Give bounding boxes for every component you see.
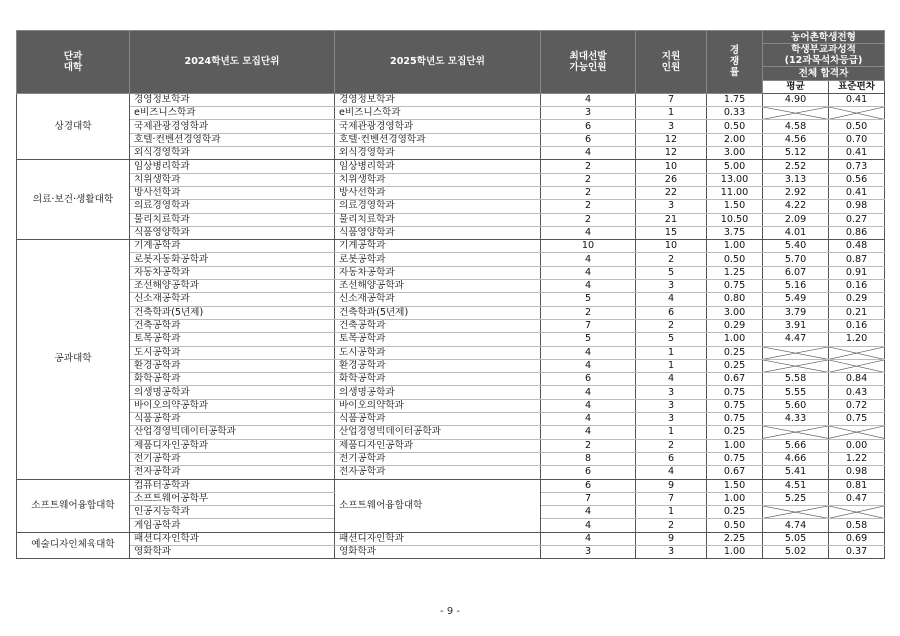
unit-2025-cell: 신소재공학과: [335, 293, 541, 306]
avg-cell: 4.01: [763, 226, 829, 239]
no-data-cross-cell: [763, 346, 829, 359]
college-cell: 상경대학: [17, 93, 130, 159]
unit-2024-cell: 임상병리학과: [130, 160, 335, 173]
no-data-cross-cell: [829, 359, 885, 372]
unit-2025-cell: 치위생학과: [335, 173, 541, 186]
applicants-cell: 22: [636, 186, 707, 199]
avg-cell: 5.41: [763, 466, 829, 479]
no-data-cross-cell: [763, 506, 829, 519]
applicants-cell: 3: [636, 545, 707, 558]
max-select-cell: 2: [541, 200, 636, 213]
avg-cell: 5.16: [763, 280, 829, 293]
max-select-cell: 6: [541, 479, 636, 492]
table-row: [17, 240, 885, 253]
max-select-cell: 8: [541, 452, 636, 465]
table-row: [17, 253, 885, 266]
unit-2024-cell: 소프트웨어공학부: [130, 492, 335, 505]
max-select-cell: 2: [541, 213, 636, 226]
std-cell: 1.20: [829, 333, 885, 346]
table-row: [17, 280, 885, 293]
ratio-cell: 1.75: [707, 93, 763, 106]
unit-2024-cell: 도시공학과: [130, 346, 335, 359]
header-ratio: 경 쟁 률: [707, 31, 763, 94]
applicants-cell: 7: [636, 93, 707, 106]
ratio-cell: 11.00: [707, 186, 763, 199]
unit-2024-cell: 환경공학과: [130, 359, 335, 372]
unit-2025-cell: 외식경영학과: [335, 147, 541, 160]
header-grade-title: 학생부교과성적 (12과목석차등급): [763, 44, 885, 67]
header-applicants: 지원 인원: [636, 31, 707, 94]
applicants-cell: 2: [636, 519, 707, 532]
max-select-cell: 4: [541, 226, 636, 239]
avg-cell: 4.51: [763, 479, 829, 492]
ratio-cell: 0.67: [707, 373, 763, 386]
applicants-cell: 2: [636, 319, 707, 332]
max-select-cell: 4: [541, 280, 636, 293]
ratio-cell: 0.25: [707, 506, 763, 519]
ratio-cell: 0.50: [707, 519, 763, 532]
avg-cell: 4.33: [763, 413, 829, 426]
unit-2025-cell: 패션디자인학과: [335, 532, 541, 545]
max-select-cell: 6: [541, 133, 636, 146]
applicants-cell: 1: [636, 359, 707, 372]
ratio-cell: 1.00: [707, 492, 763, 505]
unit-2024-cell: 방사선학과: [130, 186, 335, 199]
table-row: [17, 532, 885, 545]
ratio-cell: 5.00: [707, 160, 763, 173]
table-row: [17, 266, 885, 279]
unit-2024-cell: 자동차공학과: [130, 266, 335, 279]
applicants-cell: 5: [636, 266, 707, 279]
avg-cell: 6.07: [763, 266, 829, 279]
table-row: [17, 545, 885, 558]
std-cell: 0.47: [829, 492, 885, 505]
max-select-cell: 3: [541, 545, 636, 558]
table-row: [17, 93, 885, 106]
table-row: [17, 200, 885, 213]
no-data-cross-cell: [763, 426, 829, 439]
college-cell: 공과대학: [17, 240, 130, 479]
std-cell: 0.16: [829, 280, 885, 293]
unit-2024-cell: 전자공학과: [130, 466, 335, 479]
header-std: 표준편차: [829, 80, 885, 93]
applicants-cell: 1: [636, 107, 707, 120]
ratio-cell: 0.50: [707, 120, 763, 133]
std-cell: 0.69: [829, 532, 885, 545]
unit-2025-cell: 경영정보학과: [335, 93, 541, 106]
max-select-cell: 6: [541, 373, 636, 386]
no-data-cross-cell: [829, 346, 885, 359]
std-cell: 0.41: [829, 186, 885, 199]
std-cell: 0.72: [829, 399, 885, 412]
unit-2024-cell: 산업경영빅데이터공학과: [130, 426, 335, 439]
table-body: [17, 93, 885, 558]
unit-2025-cell: 물리치료학과: [335, 213, 541, 226]
avg-cell: 5.70: [763, 253, 829, 266]
max-select-cell: 2: [541, 173, 636, 186]
max-select-cell: 6: [541, 466, 636, 479]
header-unit-2024: 2024학년도 모집단위: [130, 31, 335, 94]
table-row: [17, 186, 885, 199]
std-cell: 1.22: [829, 452, 885, 465]
unit-2025-cell: 전자공학과: [335, 466, 541, 479]
applicants-cell: 1: [636, 346, 707, 359]
table-row: [17, 160, 885, 173]
unit-2024-cell: 패션디자인학과: [130, 532, 335, 545]
unit-2025-cell: 국제관광경영학과: [335, 120, 541, 133]
unit-2025-cell: 임상병리학과: [335, 160, 541, 173]
table-row: [17, 306, 885, 319]
avg-cell: 2.09: [763, 213, 829, 226]
unit-2024-cell: 인공지능학과: [130, 506, 335, 519]
table-row: [17, 466, 885, 479]
unit-2024-cell: 제품디자인공학과: [130, 439, 335, 452]
avg-cell: 2.92: [763, 186, 829, 199]
max-select-cell: 7: [541, 319, 636, 332]
header-unit-2025: 2025학년도 모집단위: [335, 31, 541, 94]
unit-2024-cell: 로봇자동화공학과: [130, 253, 335, 266]
applicants-cell: 1: [636, 426, 707, 439]
applicants-cell: 26: [636, 173, 707, 186]
unit-2024-cell: 의생명공학과: [130, 386, 335, 399]
max-select-cell: 10: [541, 240, 636, 253]
unit-2025-cell: e비즈니스학과: [335, 107, 541, 120]
std-cell: 0.00: [829, 439, 885, 452]
applicants-cell: 3: [636, 399, 707, 412]
avg-cell: 5.66: [763, 439, 829, 452]
ratio-cell: 0.25: [707, 346, 763, 359]
max-select-cell: 5: [541, 333, 636, 346]
applicants-cell: 10: [636, 160, 707, 173]
ratio-cell: 1.00: [707, 439, 763, 452]
header-max-select: 최대선발 가능인원: [541, 31, 636, 94]
table-row: [17, 373, 885, 386]
unit-2024-cell: 바이오의약공학과: [130, 399, 335, 412]
avg-cell: 4.56: [763, 133, 829, 146]
std-cell: 0.21: [829, 306, 885, 319]
header-track: 농어촌학생전형: [763, 31, 885, 44]
applicants-cell: 6: [636, 306, 707, 319]
avg-cell: 5.25: [763, 492, 829, 505]
unit-2025-cell: 조선해양공학과: [335, 280, 541, 293]
ratio-cell: 0.33: [707, 107, 763, 120]
table-row: [17, 147, 885, 160]
table-row: [17, 399, 885, 412]
std-cell: 0.41: [829, 147, 885, 160]
max-select-cell: 4: [541, 253, 636, 266]
std-cell: 0.56: [829, 173, 885, 186]
ratio-cell: 10.50: [707, 213, 763, 226]
std-cell: 0.16: [829, 319, 885, 332]
unit-2025-cell: 전기공학과: [335, 452, 541, 465]
max-select-cell: 4: [541, 266, 636, 279]
unit-2025-cell: 식품영양학과: [335, 226, 541, 239]
ratio-cell: 0.80: [707, 293, 763, 306]
std-cell: 0.37: [829, 545, 885, 558]
table-row: [17, 359, 885, 372]
unit-2024-cell: 영화학과: [130, 545, 335, 558]
std-cell: 0.91: [829, 266, 885, 279]
std-cell: 0.98: [829, 200, 885, 213]
no-data-cross-cell: [763, 359, 829, 372]
unit-2024-cell: 건축학과(5년제): [130, 306, 335, 319]
table-row: [17, 452, 885, 465]
avg-cell: 4.58: [763, 120, 829, 133]
unit-2025-cell: 건축공학과: [335, 319, 541, 332]
table-row: [17, 293, 885, 306]
avg-cell: 4.74: [763, 519, 829, 532]
table-row: [17, 479, 885, 492]
avg-cell: 4.22: [763, 200, 829, 213]
unit-2025-cell: 로봇공학과: [335, 253, 541, 266]
max-select-cell: 2: [541, 439, 636, 452]
unit-2025-cell: 토목공학과: [335, 333, 541, 346]
ratio-cell: 0.67: [707, 466, 763, 479]
avg-cell: 4.90: [763, 93, 829, 106]
applicants-cell: 3: [636, 413, 707, 426]
applicants-cell: 10: [636, 240, 707, 253]
unit-2025-cell: 호텔·컨벤션경영학과: [335, 133, 541, 146]
avg-cell: 3.79: [763, 306, 829, 319]
ratio-cell: 0.25: [707, 426, 763, 439]
applicants-cell: 4: [636, 293, 707, 306]
applicants-cell: 2: [636, 253, 707, 266]
max-select-cell: 4: [541, 386, 636, 399]
unit-2024-cell: 호텔·컨벤션경영학과: [130, 133, 335, 146]
table-row: [17, 346, 885, 359]
no-data-cross-cell: [829, 506, 885, 519]
unit-2024-cell: 외식경영학과: [130, 147, 335, 160]
unit-2024-cell: 조선해양공학과: [130, 280, 335, 293]
applicants-cell: 3: [636, 280, 707, 293]
table-row: [17, 333, 885, 346]
unit-2024-cell: e비즈니스학과: [130, 107, 335, 120]
unit-2025-cell: 산업경영빅데이터공학과: [335, 426, 541, 439]
applicants-cell: 21: [636, 213, 707, 226]
avg-cell: 5.12: [763, 147, 829, 160]
college-cell: 소프트웨어융합대학: [17, 479, 130, 532]
ratio-cell: 2.00: [707, 133, 763, 146]
unit-2024-cell: 신소재공학과: [130, 293, 335, 306]
unit-2025-cell: 화학공학과: [335, 373, 541, 386]
unit-2025-merged-cell: 소프트웨어융합대학: [335, 479, 541, 532]
unit-2025-cell: 건축학과(5년제): [335, 306, 541, 319]
applicants-cell: 12: [636, 147, 707, 160]
applicants-cell: 12: [636, 133, 707, 146]
table-row: [17, 173, 885, 186]
max-select-cell: 7: [541, 492, 636, 505]
ratio-cell: 1.00: [707, 333, 763, 346]
avg-cell: 4.66: [763, 452, 829, 465]
avg-cell: 5.40: [763, 240, 829, 253]
unit-2024-cell: 국제관광경영학과: [130, 120, 335, 133]
std-cell: 0.75: [829, 413, 885, 426]
avg-cell: 5.49: [763, 293, 829, 306]
std-cell: 0.87: [829, 253, 885, 266]
applicants-cell: 5: [636, 333, 707, 346]
ratio-cell: 0.75: [707, 386, 763, 399]
applicants-cell: 3: [636, 386, 707, 399]
ratio-cell: 1.50: [707, 200, 763, 213]
max-select-cell: 2: [541, 160, 636, 173]
unit-2024-cell: 건축공학과: [130, 319, 335, 332]
std-cell: 0.70: [829, 133, 885, 146]
avg-cell: 2.52: [763, 160, 829, 173]
applicants-cell: 1: [636, 506, 707, 519]
unit-2025-cell: 환경공학과: [335, 359, 541, 372]
ratio-cell: 3.75: [707, 226, 763, 239]
unit-2024-cell: 치위생학과: [130, 173, 335, 186]
table-row: [17, 439, 885, 452]
unit-2025-cell: 방사선학과: [335, 186, 541, 199]
no-data-cross-cell: [763, 107, 829, 120]
ratio-cell: 0.75: [707, 452, 763, 465]
applicants-cell: 9: [636, 532, 707, 545]
ratio-cell: 0.50: [707, 253, 763, 266]
unit-2024-cell: 화학공학과: [130, 373, 335, 386]
applicants-cell: 4: [636, 466, 707, 479]
no-data-cross-cell: [829, 107, 885, 120]
unit-2024-cell: 토목공학과: [130, 333, 335, 346]
max-select-cell: 4: [541, 506, 636, 519]
unit-2024-cell: 전기공학과: [130, 452, 335, 465]
std-cell: 0.41: [829, 93, 885, 106]
avg-cell: 5.55: [763, 386, 829, 399]
applicants-cell: 3: [636, 120, 707, 133]
ratio-cell: 3.00: [707, 306, 763, 319]
std-cell: 0.81: [829, 479, 885, 492]
unit-2024-cell: 기계공학과: [130, 240, 335, 253]
std-cell: 0.50: [829, 120, 885, 133]
max-select-cell: 4: [541, 532, 636, 545]
max-select-cell: 4: [541, 399, 636, 412]
std-cell: 0.29: [829, 293, 885, 306]
header-college: 단과 대학: [17, 31, 130, 94]
applicants-cell: 3: [636, 200, 707, 213]
ratio-cell: 0.75: [707, 399, 763, 412]
ratio-cell: 2.25: [707, 532, 763, 545]
ratio-cell: 0.75: [707, 280, 763, 293]
max-select-cell: 4: [541, 93, 636, 106]
avg-cell: 5.58: [763, 373, 829, 386]
college-cell: 예술디자인체육대학: [17, 532, 130, 559]
avg-cell: 5.60: [763, 399, 829, 412]
admission-results-table: [16, 30, 885, 559]
applicants-cell: 2: [636, 439, 707, 452]
unit-2025-cell: 제품디자인공학과: [335, 439, 541, 452]
max-select-cell: 4: [541, 147, 636, 160]
table-row: [17, 133, 885, 146]
ratio-cell: 0.29: [707, 319, 763, 332]
no-data-cross-cell: [829, 426, 885, 439]
applicants-cell: 6: [636, 452, 707, 465]
unit-2024-cell: 의료경영학과: [130, 200, 335, 213]
unit-2024-cell: 식품영양학과: [130, 226, 335, 239]
unit-2025-cell: 도시공학과: [335, 346, 541, 359]
page-number: - 9 -: [440, 606, 460, 617]
table-row: [17, 413, 885, 426]
std-cell: 0.43: [829, 386, 885, 399]
avg-cell: 5.05: [763, 532, 829, 545]
unit-2025-cell: 의료경영학과: [335, 200, 541, 213]
avg-cell: 3.13: [763, 173, 829, 186]
ratio-cell: 0.25: [707, 359, 763, 372]
std-cell: 0.73: [829, 160, 885, 173]
unit-2024-cell: 물리치료학과: [130, 213, 335, 226]
table-row: [17, 226, 885, 239]
unit-2025-cell: 기계공학과: [335, 240, 541, 253]
max-select-cell: 4: [541, 359, 636, 372]
table-row: [17, 386, 885, 399]
max-select-cell: 5: [541, 293, 636, 306]
unit-2024-cell: 경영정보학과: [130, 93, 335, 106]
std-cell: 0.98: [829, 466, 885, 479]
ratio-cell: 1.50: [707, 479, 763, 492]
table-row: [17, 120, 885, 133]
max-select-cell: 2: [541, 306, 636, 319]
std-cell: 0.86: [829, 226, 885, 239]
unit-2024-cell: 컴퓨터공학과: [130, 479, 335, 492]
unit-2025-cell: 식품공학과: [335, 413, 541, 426]
std-cell: 0.27: [829, 213, 885, 226]
max-select-cell: 3: [541, 107, 636, 120]
std-cell: 0.84: [829, 373, 885, 386]
table-row: [17, 107, 885, 120]
ratio-cell: 1.00: [707, 545, 763, 558]
std-cell: 0.58: [829, 519, 885, 532]
avg-cell: 4.47: [763, 333, 829, 346]
college-cell: 의료·보건·생활대학: [17, 160, 130, 240]
unit-2024-cell: 게임공학과: [130, 519, 335, 532]
ratio-cell: 3.00: [707, 147, 763, 160]
unit-2024-cell: 식품공학과: [130, 413, 335, 426]
unit-2025-cell: 의생명공학과: [335, 386, 541, 399]
max-select-cell: 4: [541, 426, 636, 439]
avg-cell: 5.02: [763, 545, 829, 558]
table-row: [17, 426, 885, 439]
table-row: [17, 319, 885, 332]
max-select-cell: 6: [541, 120, 636, 133]
table-row: [17, 213, 885, 226]
unit-2025-cell: 영화학과: [335, 545, 541, 558]
ratio-cell: 13.00: [707, 173, 763, 186]
ratio-cell: 0.75: [707, 413, 763, 426]
max-select-cell: 4: [541, 413, 636, 426]
ratio-cell: 1.00: [707, 240, 763, 253]
unit-2025-cell: 자동차공학과: [335, 266, 541, 279]
max-select-cell: 2: [541, 186, 636, 199]
applicants-cell: 9: [636, 479, 707, 492]
max-select-cell: 4: [541, 519, 636, 532]
applicants-cell: 4: [636, 373, 707, 386]
header-all-passed: 전체 합격자: [763, 67, 885, 80]
ratio-cell: 1.25: [707, 266, 763, 279]
applicants-cell: 7: [636, 492, 707, 505]
unit-2025-cell: 바이오의약학과: [335, 399, 541, 412]
std-cell: 0.48: [829, 240, 885, 253]
applicants-cell: 15: [636, 226, 707, 239]
header-avg: 평균: [763, 80, 829, 93]
max-select-cell: 4: [541, 346, 636, 359]
avg-cell: 3.91: [763, 319, 829, 332]
